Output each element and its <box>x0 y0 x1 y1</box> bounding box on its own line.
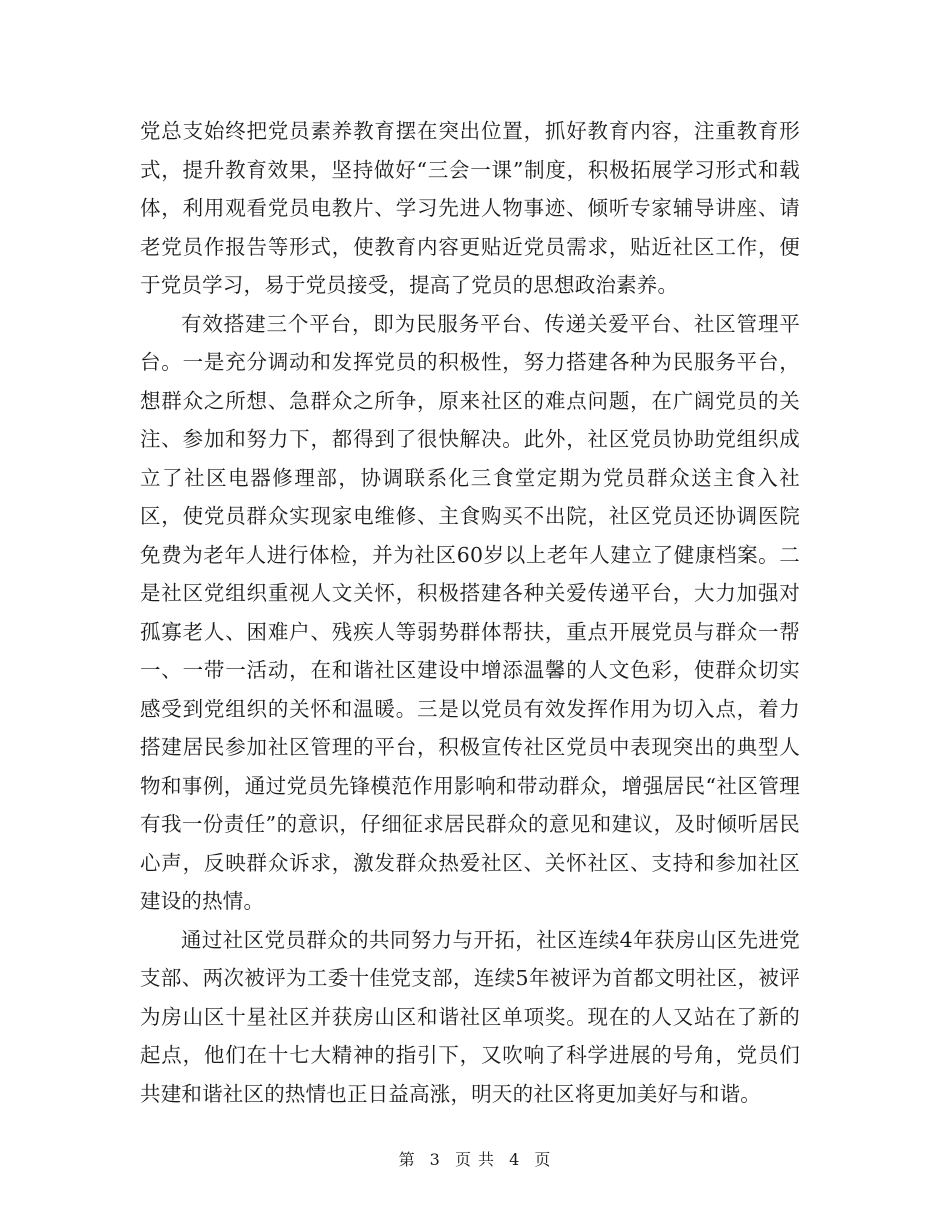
paragraph-2: 有效搭建三个平台，即为民服务平台、传递关爱平台、社区管理平台。一是充分调动和发挥党员的积极性，努力搭建各种为民服务平台，想群众之所想、急群众之所争，原来社区的难点问题，在广阔党员的关注、参加和努力下，都得到了很快解决。此外，社区党员协助党组织成立了社区电器修理部，协调联系化三食堂定期为党员群众送主食入社区，使党员群众实现家电维修、主食购买不出院，社区党员还协调医院免费为老年人进行体检，并为社区60岁以上老年人建立了健康档案。二是社区党组织重视人文关怀，积极搭建各种关爱传递平台，大力加强对孤寡老人、困难户、残疾人等弱势群体帮扶，重点开展党员与群众一帮一、一带一活动，在和谐社区建设中增添温馨的人文色彩，使群众切实感受到党组织的关怀和温暖。三是以党员有效发挥作用为切入点，着力搭建居民参加社区管理的平台，积极宣传社区党员中表现突出的典型人物和事例，通过党员先锋模范作用影响和带动群众，增强居民“社区管理有我一份责任”的意识，仔细征求居民群众的意见和建议，及时倾听居民心声，反映群众诉求，激发群众热爱社区、关怀社区、支持和参加社区建设的热情。 <box>140 311 800 913</box>
paragraph-3: 通过社区党员群众的共同努力与开拓，社区连续4年获房山区先进党支部、两次被评为工委十佳党支部，连续5年被评为首都文明社区，被评为房山区十星社区并获房山区和谐社区单项奖。现在的人又站在了新的起点，他们在十七大精神的指引下，又吹响了科学进展的号角，党员们共建和谐社区的热情也正日益高涨，明天的社区将更加美好与和谐。 <box>140 927 800 1106</box>
footer-suffix: 页 <box>534 1150 552 1169</box>
footer-total-pages: 4 <box>509 1150 521 1169</box>
paragraph-1: 党总支始终把党员素养教育摆在突出位置，抓好教育内容，注重教育形式，提升教育效果，坚持做好“三会一课”制度，积极拓展学习形式和载体，利用观看党员电教片、学习先进人物事迹、倾听专家辅导讲座、请老党员作报告等形式，使教育内容更贴近党员需求，贴近社区工作，便于党员学习，易于党员接受，提高了党员的思想政治素养。 <box>140 119 800 297</box>
footer-current-page: 3 <box>429 1150 441 1169</box>
footer-prefix: 第 <box>398 1150 416 1169</box>
footer-middle: 页 共 <box>454 1150 496 1169</box>
page-footer <box>0 1150 950 1170</box>
document-body <box>140 112 800 1113</box>
